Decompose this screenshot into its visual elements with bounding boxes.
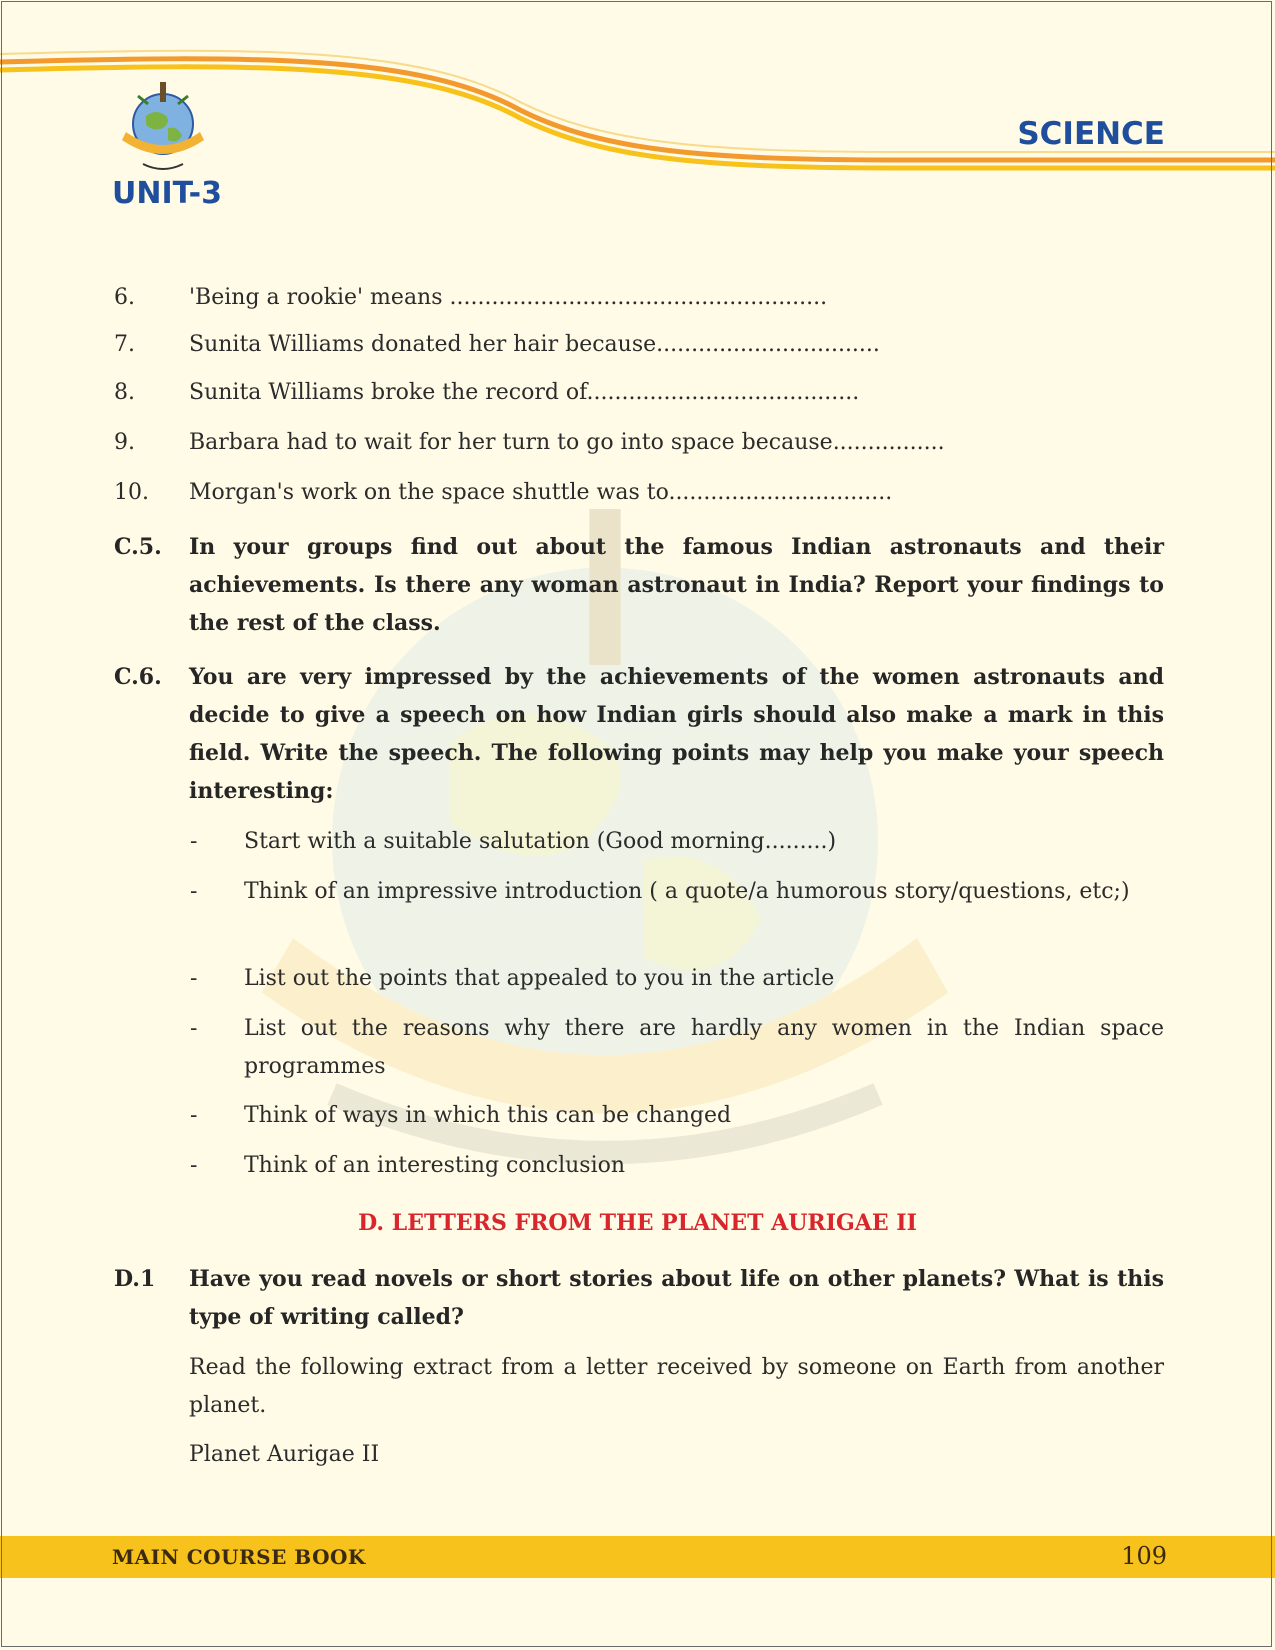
task-text: You are very impressed by the achievements of the women astronauts and decide to give a speech on how Indian girls should also make a mark in this field. Write the speech. The following points may help you make your speech interesting: [189,664,1164,804]
question-number: 7. [114,332,135,357]
section-d-heading: D. LETTERS FROM THE PLANET AURIGAE II [358,1210,917,1236]
question-text: Sunita Williams broke the record of....................................... [189,380,860,405]
question-number: 8. [114,380,135,405]
task-number: C.6. [114,664,162,690]
question-number: 10. [114,480,149,505]
bullet-dash: - [190,1153,198,1178]
bullet-text: List out the points that appealed to you in the article [244,966,835,991]
bullet-text: Think of ways in which this can be changed [244,1103,732,1128]
bullet-dash: - [190,1103,198,1128]
unit-label: UNIT-3 [112,176,223,211]
question-number: 9. [114,430,135,455]
bullet-dash: - [190,966,198,991]
bullet-dash: - [190,829,198,854]
task-number: D.1 [114,1266,156,1292]
question-text: Morgan's work on the space shuttle was to................................ [189,480,893,505]
bullet-text: List out the reasons why there are hardly any women in the Indian space programmes [244,1016,1164,1079]
question-text: 'Being a rookie' means ...................................................... [189,285,828,310]
page-number: 109 [1121,1542,1167,1570]
task-text: Have you read novels or short stories about life on other planets? What is this type of writing called? [189,1266,1164,1330]
task-text: In your groups find out about the famous Indian astronauts and their achievements. Is there any woman astronaut in India? Report your findings to the rest of the class. [189,534,1164,636]
bullet-text: Think of an impressive introduction ( a quote/a humorous story/questions, etc;) [244,879,1130,904]
question-number: 6. [114,285,135,310]
bullet-dash: - [190,1016,198,1041]
paragraph: Planet Aurigae II [189,1442,380,1467]
cbse-logo [118,76,208,182]
bullet-text: Start with a suitable salutation (Good morning.........) [244,829,837,854]
paragraph: Read the following extract from a letter received by someone on Earth from another planet. [189,1355,1164,1418]
task-number: C.5. [114,534,162,560]
bullet-dash: - [190,879,198,904]
question-text: Barbara had to wait for her turn to go into space because................ [189,430,945,455]
subject-label: SCIENCE [1017,116,1165,152]
footer-book-title: MAIN COURSE BOOK [112,1545,366,1569]
bullet-text: Think of an interesting conclusion [244,1153,626,1178]
question-text: Sunita Williams donated her hair because................................ [189,332,880,357]
